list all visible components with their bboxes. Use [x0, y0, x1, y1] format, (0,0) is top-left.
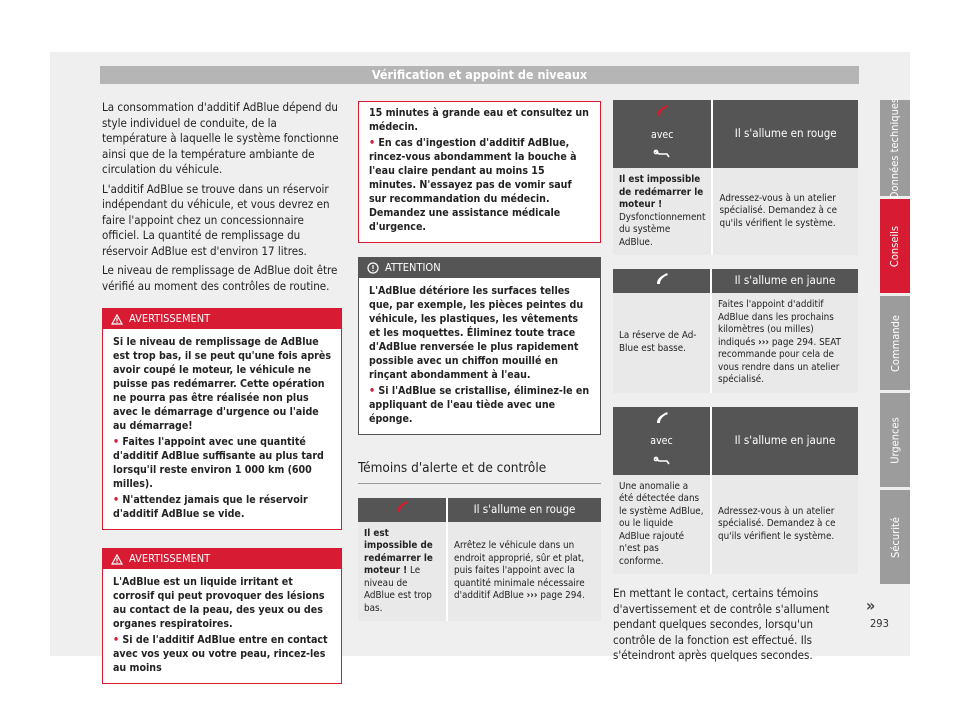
- attention-text: L'AdBlue détériore les surfaces telles que, par exemple, les pièces peintes du véhicule, les plastiques, les vêtements et les moquettes. Éliminez toute trace d'AdBlue renversée le plus rapidement possible avec un chiffon mouillé en rinçant abondamment à l'eau.: [369, 285, 584, 381]
- warning-text: Si le niveau de remplissage de AdBlue est trop bas, il se peut qu'une fois après avoir coupé le moteur, le véhicule ne puisse pas redémarrer. Cette opération ne pourra pas être réalisée non plus avec le démarrage d'urgence ou l'aide au démarrage!: [113, 336, 331, 432]
- tab-securite[interactable]: Sécurité: [880, 490, 910, 584]
- avec-label: avec: [650, 435, 673, 448]
- page-ref-link[interactable]: page 294.: [771, 336, 817, 348]
- attention-box: [358, 257, 601, 435]
- adblue-warning-icon: [394, 500, 410, 514]
- list-item: • En cas d'ingestion d'additif AdBlue, rincez-vous abondamment la bouche à l'eau claire pendant au moins 15 minutes. N'essayez pas de vomir sauf sur recommandation du médecin. Demandez une assistance médicale d'urgence.: [369, 137, 577, 233]
- avec-label: avec: [651, 128, 674, 141]
- column-2: [358, 101, 601, 621]
- bullet-icon: •: [113, 634, 123, 646]
- table-header: Il s'allume en jaune: [734, 273, 836, 288]
- table-row: Il est impossible de redémarrer le moteur ! Dysfonctionnement du système AdBlue. Adressez-vous à un atelier spécialisé. Demandez à ce qu'ils vérifient le système.: [613, 168, 858, 255]
- bullet-icon: •: [113, 494, 123, 506]
- warning-light-table: [613, 407, 858, 575]
- warning-light-table: [613, 269, 858, 393]
- page-title: Vérification et appoint de niveaux: [100, 66, 859, 84]
- warning-triangle-icon: [111, 314, 123, 325]
- tab-donnees-techniques[interactable]: Données techniques: [880, 100, 910, 196]
- warning-heading: AVERTISSEMENT: [129, 552, 211, 565]
- adblue-indicator-icon: [654, 411, 670, 425]
- column-1: [102, 100, 342, 684]
- tab-commande[interactable]: Commande: [880, 296, 910, 390]
- paragraph: L'additif AdBlue se trouve dans un réservoir indépendant du véhicule, et vous devrez en faire l'appoint chez un concessionnaire officiel. La quantité de remplissage du réservoir AdBlue est d'environ 17 litres.: [102, 181, 330, 258]
- table-row: Une anomalie a été détectée dans le système AdBlue, ou le liquide AdBlue rajouté n'est pas conforme. Adressez-vous à un atelier spécialisé. Demandez à ce qu'ils vérifient le système.: [613, 475, 858, 575]
- list-item: • Si l'AdBlue se cristallise, éliminez-le en appliquant de l'eau tiède avec une éponge.: [369, 385, 590, 425]
- table-row: Il est impossible de redémarrer le moteur ! Le niveau de AdBlue est trop bas. Arrêtez le véhicule dans un endroit approprié, sûr et plat, puis faites l'appoint avec la quantité minimale nécessaire d'additif AdBlue ››› page 294.: [358, 522, 601, 622]
- list-item: • Si de l'additif AdBlue entre en contact avec vos yeux ou votre peau, rincez-les au moins: [113, 634, 328, 674]
- warning-box: [102, 548, 342, 684]
- section-heading: Témoins d'alerte et de contrôle: [358, 460, 547, 476]
- bullet-icon: •: [369, 137, 379, 149]
- list-item: • N'attendez jamais que le réservoir d'additif AdBlue se vide.: [113, 494, 308, 520]
- warning-text: L'AdBlue est un liquide irritant et corrosif qui peut provoquer des lésions au contact de la peau, des yeux ou des organes respiratoires.: [113, 576, 325, 630]
- table-header: Il s'allume en rouge: [734, 126, 837, 141]
- adblue-indicator-icon: [654, 272, 670, 286]
- page-ref-arrow-icon: ›››: [758, 336, 770, 348]
- paragraph: La consommation d'additif AdBlue dépend du style individuel de conduite, de la température à laquelle le système fonctionne ainsi que de la température ambiante de circulation du véhicule.: [102, 100, 339, 176]
- page-ref-link[interactable]: page 294.: [540, 590, 585, 601]
- page-number: 293: [870, 617, 889, 630]
- warning-triangle-icon: [111, 554, 123, 565]
- list-item: • Faites l'appoint avec une quantité d'additif AdBlue suffisante au plus tard lorsqu'il reste environ 1 000 km (600 milles).: [113, 436, 324, 490]
- warning-heading: AVERTISSEMENT: [129, 312, 211, 325]
- table-header: Il s'allume en jaune: [734, 432, 836, 447]
- info-circle-icon: [367, 262, 379, 274]
- table-row: La réserve de Ad-Blue est basse. Faites l'appoint d'additif AdBlue dans les prochains kilomètres (ou milles) indiqués ››› page 294. SEAT recommande pour cela de vous rendre dans un atelier spécialisé.: [613, 293, 858, 393]
- warning-text: 15 minutes à grande eau et consultez un médecin.: [369, 107, 589, 133]
- continued-icon: »: [866, 596, 876, 615]
- page-ref-arrow-icon: ›››: [526, 590, 538, 601]
- warning-light-table: [613, 100, 858, 255]
- wrench-icon: [653, 456, 671, 466]
- divider: [358, 483, 601, 484]
- table-header: Il s'allume en rouge: [473, 501, 576, 516]
- paragraph: Le niveau de remplissage de AdBlue doit être vérifié au moment des contrôles de routine.: [102, 263, 338, 293]
- attention-heading: ATTENTION: [385, 261, 441, 274]
- bullet-icon: •: [369, 385, 379, 397]
- column-3: [613, 100, 858, 668]
- warning-box: [102, 308, 342, 530]
- warning-light-table: [358, 498, 601, 622]
- adblue-warning-icon: [654, 104, 670, 118]
- closing-paragraph: En mettant le contact, certains témoins d'avertissement et de contrôle s'allument pendant quelques secondes, lorsqu'un contrôle de la fonction est effectué. Ils s'éteindront après quelques secondes.: [613, 586, 830, 662]
- tab-conseils[interactable]: Conseils: [880, 199, 910, 293]
- tab-urgences[interactable]: Urgences: [880, 393, 910, 487]
- warning-box-continued: [358, 101, 601, 243]
- bullet-icon: •: [113, 436, 123, 448]
- wrench-icon: [653, 149, 671, 159]
